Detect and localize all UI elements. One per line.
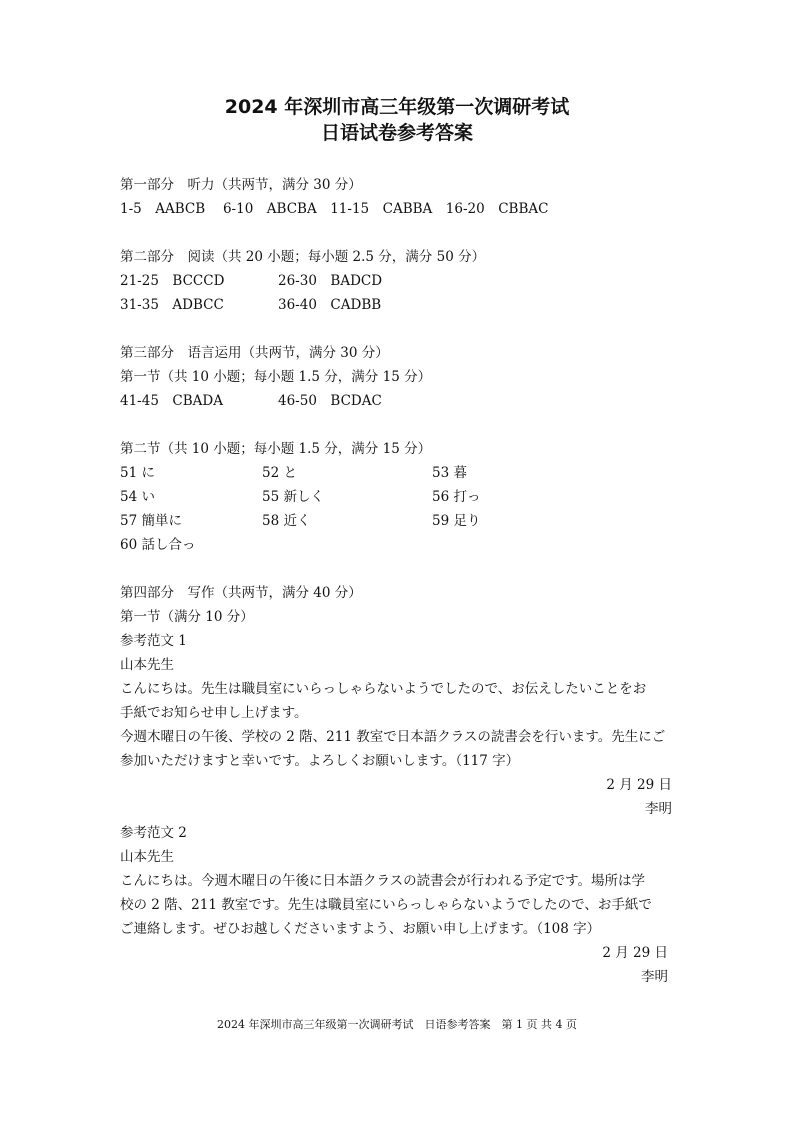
- page-footer: 2024 年深圳市高三年级第一次调研考试 日语参考答案 第 1 页 共 4 页: [217, 1018, 577, 1031]
- part2-heading: 第二部分 阅读（共 20 小题；每小题 2.5 分，满分 50 分）: [120, 249, 486, 265]
- answer-52: 52 と: [262, 465, 297, 481]
- answer-60: 60 話し合っ: [120, 537, 196, 553]
- part3-section2-heading: 第二节（共 10 小题；每小题 1.5 分，满分 15 分）: [120, 441, 432, 457]
- sample2-line: ご連絡します。ぜひお越しくださいますよう、お願い申し上げます。（108 字）: [120, 921, 601, 937]
- answer-56: 56 打っ: [432, 489, 481, 505]
- part3-answer-41-45: 41-45 CBADA: [120, 393, 223, 409]
- answer-59: 59 足り: [432, 513, 481, 529]
- document-subtitle: 日语试卷参考答案: [320, 122, 473, 144]
- sample2-date: 2 月 29 日: [602, 945, 668, 961]
- sample1-signature: 李明: [645, 801, 672, 817]
- answer-58: 58 近く: [262, 513, 311, 529]
- part2-answer-31-35: 31-35 ADBCC: [120, 297, 224, 313]
- sample2-addressee: 山本先生: [120, 849, 174, 865]
- document-title: 2024 年深圳市高三年级第一次调研考试: [224, 96, 570, 118]
- sample2-signature: 李明: [641, 969, 668, 985]
- part4-heading: 第四部分 写作（共两节，满分 40 分）: [120, 585, 362, 601]
- sample1-line: こんにちは。先生は職員室にいらっしゃらないようでしたので、お伝えしたいことをお: [120, 681, 647, 697]
- sample1-label: 参考范文 1: [120, 633, 187, 649]
- sample2-line: こんにちは。今週木曜日の午後に日本語クラスの読書会が行われる予定です。場所は学: [120, 873, 646, 889]
- answer-57: 57 簡単に: [120, 513, 182, 529]
- part2-answer-26-30: 26-30 BADCD: [278, 273, 383, 289]
- part3-answer-46-50: 46-50 BCDAC: [278, 393, 382, 409]
- part4-section1-heading: 第一节（满分 10 分）: [120, 609, 254, 625]
- sample1-date: 2 月 29 日: [606, 777, 672, 793]
- part3-section1-heading: 第一节（共 10 小题；每小题 1.5 分，满分 15 分）: [120, 369, 432, 385]
- part2-answer-21-25: 21-25 BCCCD: [120, 273, 225, 289]
- sample2-label: 参考范文 2: [120, 825, 187, 841]
- part2-answer-36-40: 36-40 CADBB: [278, 297, 382, 313]
- answer-53: 53 暮: [432, 465, 467, 481]
- sample1-addressee: 山本先生: [120, 657, 174, 673]
- sample1-line: 参加いただけますと幸いです。よろしくお願いします。（117 字）: [120, 753, 520, 769]
- part1-heading: 第一部分 听力（共两节，满分 30 分）: [120, 177, 362, 193]
- sample1-line: 今週木曜日の午後、学校の 2 階、211 教室で日本語クラスの読書会を行います。先生にご: [120, 729, 666, 745]
- sample2-line: 校の 2 階、211 教室です。先生は職員室にいらっしゃらないようでしたので、お手紙で: [120, 897, 652, 913]
- part1-answers: 1-5 AABCB 6-10 ABCBA 11-15 CABBA 16-20 CBBAC: [120, 201, 549, 217]
- answer-51: 51 に: [120, 465, 155, 481]
- answer-55: 55 新しく: [262, 489, 324, 505]
- answer-54: 54 い: [120, 489, 155, 505]
- sample1-line: 手紙でお知らせ申し上げます。: [120, 705, 308, 721]
- part3-heading: 第三部分 语言运用（共两节，满分 30 分）: [120, 345, 389, 361]
